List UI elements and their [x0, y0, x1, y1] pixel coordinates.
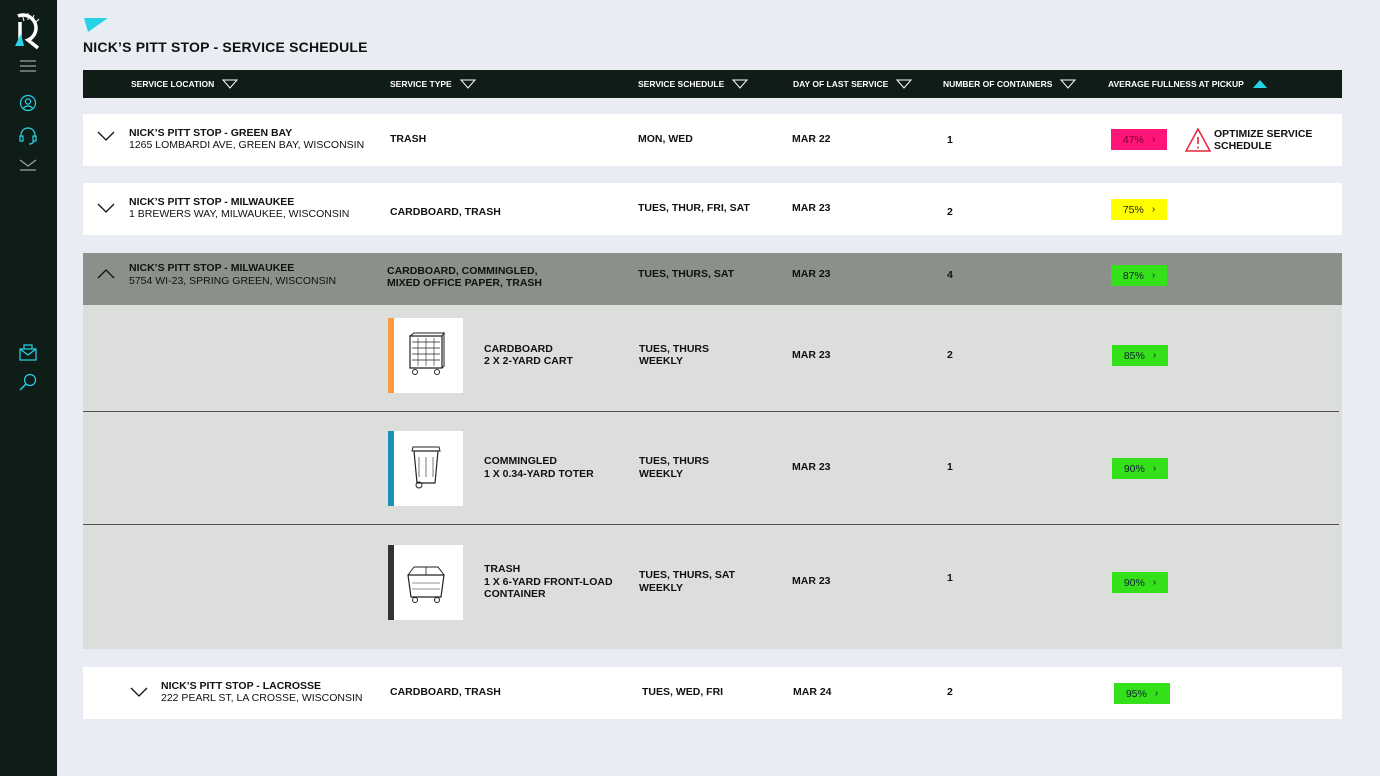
- chevron-right-icon: ›: [1151, 204, 1156, 215]
- divider: [83, 411, 1339, 412]
- chevron-up-icon[interactable]: [97, 268, 115, 280]
- detail-size-2: CONTAINER: [484, 588, 546, 600]
- stripe: [388, 545, 394, 620]
- container-thumbnail: [388, 545, 463, 620]
- chevron-down-icon[interactable]: [97, 130, 115, 142]
- service-type-line1: CARDBOARD, COMMINGLED,: [387, 265, 538, 277]
- brand-flag-icon: [84, 18, 108, 32]
- header-label: SERVICE SCHEDULE: [638, 79, 725, 89]
- mail-icon[interactable]: [17, 154, 39, 176]
- table-row-expanded[interactable]: [83, 253, 1342, 305]
- logo-mark[interactable]: [12, 12, 46, 50]
- fullness-value: 85%: [1123, 349, 1145, 362]
- service-schedule: TUES, THUR, FRI, SAT: [638, 202, 750, 214]
- detail-material: CARDBOARD: [484, 343, 553, 355]
- container-count: 2: [947, 206, 953, 218]
- chevron-right-icon: ›: [1154, 688, 1159, 699]
- detail-frequency: WEEKLY: [639, 582, 683, 594]
- service-schedule: TUES, THURS, SAT: [638, 268, 735, 280]
- user-icon[interactable]: [17, 92, 39, 114]
- headset-icon[interactable]: [17, 124, 39, 146]
- header-label: SERVICE LOCATION: [131, 79, 215, 89]
- detail-size: 1 X 0.34-YARD TOTER: [484, 468, 594, 480]
- last-service: MAR 22: [792, 133, 831, 145]
- fullness-badge[interactable]: [1114, 683, 1170, 704]
- detail-frequency: WEEKLY: [639, 355, 683, 367]
- last-service: MAR 23: [792, 268, 831, 280]
- header-label: SERVICE TYPE: [390, 79, 452, 89]
- menu-icon[interactable]: [17, 55, 39, 77]
- location-address: 222 PEARL ST, LA CROSSE, WISCONSIN: [161, 692, 363, 704]
- toter-icon: [404, 445, 448, 491]
- container-thumbnail: [388, 431, 463, 506]
- fullness-badge[interactable]: [1111, 199, 1167, 220]
- fullness-badge[interactable]: [1112, 345, 1168, 366]
- fullness-badge[interactable]: [1112, 572, 1168, 593]
- service-schedule: MON, WED: [638, 133, 693, 145]
- divider: [83, 524, 1339, 525]
- header-service-location[interactable]: [131, 70, 238, 98]
- detail-schedule: TUES, THURS: [639, 455, 710, 467]
- optimize-schedule-link[interactable]: [1214, 128, 1324, 152]
- location-address: 5754 WI-23, SPRING GREEN, WISCONSIN: [129, 275, 337, 287]
- detail-last-service: MAR 23: [792, 349, 831, 361]
- location-name: NICK’S PITT STOP - MILWAUKEE: [129, 196, 295, 208]
- fullness-value: 90%: [1123, 462, 1145, 475]
- location-address: 1265 LOMBARDI AVE, GREEN BAY, WISCONSIN: [129, 139, 365, 151]
- chevron-right-icon: ›: [1152, 577, 1157, 588]
- header-average-fullness[interactable]: [1108, 70, 1268, 98]
- detail-size: 2 X 2-YARD CART: [484, 355, 573, 367]
- detail-schedule: TUES, THURS, SAT: [639, 569, 736, 581]
- detail-size: 1 X 6-YARD FRONT-LOAD: [484, 576, 613, 588]
- fullness-value: 87%: [1122, 269, 1144, 282]
- service-schedule: TUES, WED, FRI: [642, 686, 724, 698]
- fullness-value: 90%: [1123, 576, 1145, 589]
- chevron-right-icon: ›: [1152, 463, 1157, 474]
- detail-frequency: WEEKLY: [639, 468, 683, 480]
- page-title: NICK’S PITT STOP - SERVICE SCHEDULE: [83, 39, 368, 55]
- chevron-right-icon: ›: [1152, 350, 1157, 361]
- location-name: NICK’S PITT STOP - LACROSSE: [161, 680, 322, 692]
- table-row[interactable]: [83, 667, 1342, 719]
- filter-icon: [732, 79, 748, 89]
- table-row[interactable]: [83, 183, 1342, 235]
- detail-last-service: MAR 23: [792, 575, 831, 587]
- table-header: [83, 70, 1342, 98]
- table-row[interactable]: [83, 114, 1342, 166]
- chevron-right-icon: ›: [1151, 134, 1156, 145]
- detail-last-service: MAR 23: [792, 461, 831, 473]
- filter-icon: [460, 79, 476, 89]
- header-label: DAY OF LAST SERVICE: [793, 79, 889, 89]
- location-address: 1 BREWERS WAY, MILWAUKEE, WISCONSIN: [129, 208, 350, 220]
- location-name: NICK’S PITT STOP - GREEN BAY: [129, 127, 293, 139]
- optimize-label: OPTIMIZE SERVICE SCHEDULE: [1214, 128, 1313, 152]
- cart-icon: [404, 332, 448, 378]
- container-count: 1: [947, 134, 953, 146]
- filter-icon: [222, 79, 238, 89]
- detail-container-count: 2: [947, 349, 953, 361]
- sidebar: [0, 0, 57, 776]
- fullness-badge[interactable]: [1112, 458, 1168, 479]
- detail-container-count: 1: [947, 572, 953, 584]
- location-name: NICK’S PITT STOP - MILWAUKEE: [129, 262, 295, 274]
- header-label: NUMBER OF CONTAINERS: [943, 79, 1053, 89]
- detail-material: COMMINGLED: [484, 455, 557, 467]
- header-service-type[interactable]: [390, 70, 476, 98]
- service-type: CARDBOARD, TRASH: [390, 686, 501, 698]
- warning-icon: [1184, 127, 1212, 153]
- fullness-value: 47%: [1122, 133, 1144, 146]
- dumpster-icon: [404, 559, 448, 605]
- service-type: TRASH: [390, 133, 427, 145]
- detail-material: TRASH: [484, 563, 521, 575]
- header-label: AVERAGE FULLNESS AT PICKUP: [1108, 79, 1244, 89]
- fullness-value: 75%: [1122, 203, 1144, 216]
- header-day-of-last-service[interactable]: [793, 70, 912, 98]
- chevron-down-icon[interactable]: [130, 686, 148, 698]
- fullness-value: 95%: [1125, 687, 1147, 700]
- header-service-schedule[interactable]: [638, 70, 748, 98]
- container-count: 4: [947, 269, 953, 281]
- detail-container-count: 1: [947, 461, 953, 473]
- fullness-badge[interactable]: [1111, 265, 1167, 286]
- stripe: [388, 318, 394, 393]
- service-type-line2: MIXED OFFICE PAPER, TRASH: [387, 277, 542, 289]
- service-type: CARDBOARD, TRASH: [390, 206, 501, 218]
- filter-icon: [1060, 79, 1076, 89]
- search-icon[interactable]: [17, 371, 39, 393]
- last-service: MAR 23: [792, 202, 831, 214]
- last-service: MAR 24: [793, 686, 832, 698]
- chevron-right-icon: ›: [1151, 270, 1156, 281]
- detail-schedule: TUES, THURS: [639, 343, 710, 355]
- container-thumbnail: [388, 318, 463, 393]
- filter-icon: [896, 79, 912, 89]
- stripe: [388, 431, 394, 506]
- chevron-down-icon[interactable]: [97, 202, 115, 214]
- header-number-of-containers[interactable]: [943, 70, 1076, 98]
- container-count: 2: [947, 686, 953, 698]
- envelope-icon[interactable]: [17, 342, 39, 364]
- fullness-badge[interactable]: [1111, 129, 1167, 150]
- sort-ascending-icon: [1252, 79, 1268, 89]
